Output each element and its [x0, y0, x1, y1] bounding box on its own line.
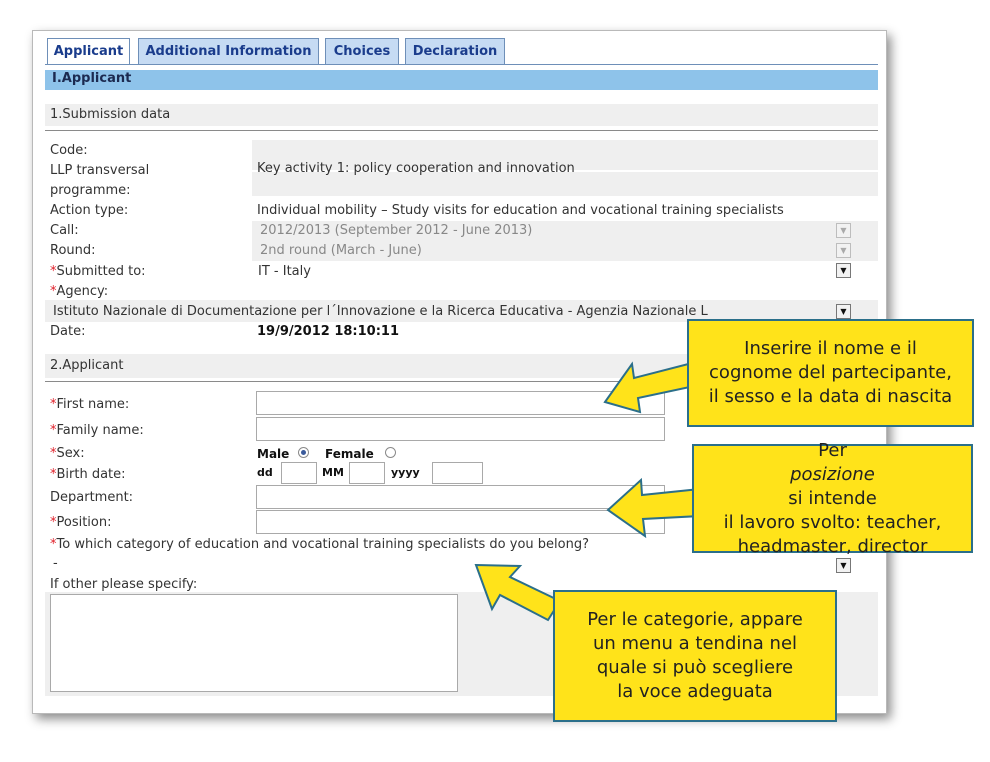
department-label: Department:: [50, 490, 134, 505]
required-mark: *: [50, 515, 57, 530]
applicant-heading: 2.Applicant: [50, 358, 124, 373]
category-text: To which category of education and vocational training specialists do you belong?: [56, 537, 589, 552]
round-dropdown-arrow-icon[interactable]: ▼: [836, 243, 851, 258]
first-name-text: First name:: [56, 397, 130, 412]
yyyy-label: yyyy: [391, 466, 420, 479]
callout-category: [553, 590, 837, 722]
callout-line: [788, 439, 877, 511]
required-mark: *: [50, 284, 57, 299]
arrow-to-position-field: [608, 480, 700, 536]
agency-dropdown-arrow-icon[interactable]: ▼: [836, 304, 851, 319]
callout-italic-word: posizione: [790, 463, 875, 485]
callout-position: [692, 439, 973, 557]
llp-value: Key activity 1: policy cooperation and innovation: [257, 161, 575, 176]
required-mark: *: [50, 264, 57, 279]
call-label: Call:: [50, 223, 79, 238]
birth-date-text: Birth date:: [56, 467, 126, 482]
sex-text: Sex:: [56, 446, 85, 461]
callout-line: Per le categorie, appare: [587, 609, 803, 630]
callout-name-sex-birth: [687, 319, 974, 427]
female-label: Female: [325, 447, 374, 461]
callout-line: headmaster, director: [737, 535, 928, 557]
callout-line: il lavoro svolto: teacher,: [723, 511, 942, 533]
other-specify-label: If other please specify:: [50, 577, 198, 592]
callout-line: un menu a tendina nel: [592, 633, 798, 654]
required-mark: *: [50, 446, 57, 461]
agency-text: Agency:: [56, 284, 109, 299]
submitted-to-select[interactable]: IT - Italy: [258, 264, 311, 279]
callout-text: Per: [818, 439, 847, 461]
callout-line: quale si può scegliere: [596, 657, 794, 678]
tab-declaration[interactable]: Declaration: [405, 38, 505, 64]
date-label: Date:: [50, 324, 86, 339]
category-select[interactable]: -: [53, 556, 58, 571]
round-select[interactable]: 2nd round (March - June): [260, 243, 422, 258]
mm-label: MM: [322, 466, 344, 479]
code-label: Code:: [50, 143, 88, 158]
family-name-text: Family name:: [56, 423, 144, 438]
action-type-value: Individual mobility – Study visits for education and vocational training specialists: [257, 203, 784, 218]
callout-line: il sesso e la data di nascita: [708, 386, 953, 407]
required-mark: *: [50, 397, 57, 412]
submitted-to-text: Submitted to:: [56, 264, 146, 279]
callout-line: Inserire il nome e il: [744, 338, 917, 359]
category-dropdown-arrow-icon[interactable]: ▼: [836, 558, 851, 573]
tab-choices[interactable]: Choices: [325, 38, 399, 64]
required-mark: *: [50, 537, 57, 552]
call-select[interactable]: 2012/2013 (September 2012 - June 2013): [260, 223, 533, 238]
dd-label: dd: [257, 466, 273, 479]
arrow-to-category-select: [476, 565, 560, 620]
callout-text: si intende: [788, 487, 877, 509]
tab-additional-information[interactable]: Additional Information: [138, 38, 319, 64]
section-title: I.Applicant: [52, 71, 132, 86]
callout-line: la voce adeguata: [617, 681, 773, 702]
callout-line: cognome del partecipante,: [709, 362, 952, 383]
llp-label-line1: LLP transversal: [50, 163, 150, 178]
submitted-to-dropdown-arrow-icon[interactable]: ▼: [836, 263, 851, 278]
round-label: Round:: [50, 243, 96, 258]
action-type-label: Action type:: [50, 203, 129, 218]
date-value: 19/9/2012 18:10:11: [257, 324, 400, 339]
llp-label-line2: programme:: [50, 183, 131, 198]
male-label: Male: [257, 447, 290, 461]
call-dropdown-arrow-icon[interactable]: ▼: [836, 223, 851, 238]
submission-heading: 1.Submission data: [50, 107, 171, 122]
required-mark: *: [50, 467, 57, 482]
position-text: Position:: [56, 515, 112, 530]
agency-select[interactable]: Istituto Nazionale di Documentazione per l´Innovazione e la Ricerca Educativa - Agenzia Nazionale L: [53, 304, 708, 319]
tab-applicant[interactable]: Applicant: [47, 38, 130, 65]
required-mark: *: [50, 423, 57, 438]
